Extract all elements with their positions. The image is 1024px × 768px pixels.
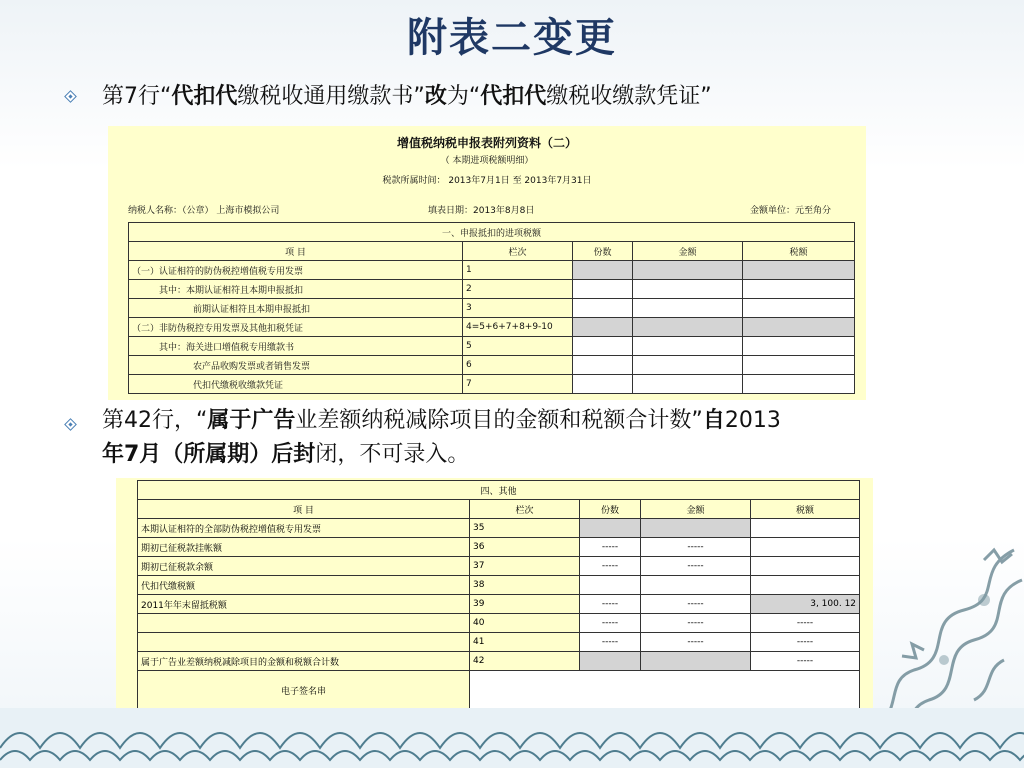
tax-cell: ----- [751,633,860,652]
row-label: 前期认证相符且本期申报抵扣 [129,299,463,318]
amount-cell [641,519,751,538]
bullet-2-line-2 [102,438,469,472]
row-label: 代扣代缴税额 [138,576,470,595]
table-row [138,595,860,614]
tax-cell [743,337,855,356]
amount-cell [633,318,743,337]
row-label [138,614,470,633]
count-cell [580,519,641,538]
count-cell: ----- [580,538,641,557]
row-column-number: 6 [463,356,573,375]
table-row [138,633,860,652]
row-label: 属于广告业差额纳税减除项目的金额和税额合计数 [138,652,470,671]
row-label: （一）认证相符的防伪税控增值税专用发票 [129,261,463,280]
bullet-diamond-icon [64,418,77,431]
tax-cell [751,557,860,576]
column-header: 项 目 [138,500,470,519]
amount-cell: ----- [641,538,751,557]
count-cell [573,375,633,394]
count-cell: ----- [580,614,641,633]
amount-cell: ----- [641,595,751,614]
amount-cell [633,299,743,318]
text-run: 缴税收通用缴款书” [237,84,425,109]
tax-cell [743,261,855,280]
table-row [129,375,855,394]
text-run: 缴税收缴款凭证” [546,84,712,109]
row-column-number: 38 [470,576,580,595]
row-column-number: 42 [470,652,580,671]
amount-cell [641,576,751,595]
amount-cell [633,375,743,394]
count-cell [573,337,633,356]
column-header: 栏次 [470,500,580,519]
signature-value-cell [470,671,860,710]
tax-cell [751,519,860,538]
text-run: 2013 [724,408,781,433]
column-header: 项 目 [129,242,463,261]
table-row [138,538,860,557]
row-column-number: 7 [463,375,573,394]
text-run: 闭，不可录入。 [315,442,470,467]
count-cell [580,652,641,671]
count-cell [580,576,641,595]
tax-cell [751,576,860,595]
column-header: 栏次 [463,242,573,261]
amount-cell: ----- [641,633,751,652]
table-row [129,261,855,280]
row-column-number: 35 [470,519,580,538]
row-label: 2011年年末留抵税额 [138,595,470,614]
text-run: 第7行“ [102,84,172,109]
tax-cell [751,538,860,557]
count-cell [573,318,633,337]
column-header: 金额 [641,500,751,519]
row-label [138,633,470,652]
table-row [129,280,855,299]
table-row [138,519,860,538]
bold-text-run: 年7月（所属期）后封 [102,442,316,467]
count-cell [573,299,633,318]
text-run: 第42行，“ [102,408,208,433]
bullet-diamond-icon [64,90,77,103]
row-column-number: 39 [470,595,580,614]
amount-cell [633,356,743,375]
row-label: 其中：海关进口增值税专用缴款书 [129,337,463,356]
other-items-table [137,480,860,710]
table-row [138,614,860,633]
form-title: 增值税纳税申报表附列资料（二） [396,136,577,150]
row-label: 代扣代缴税收缴款凭证 [129,375,463,394]
tax-cell [743,375,855,394]
row-label: 其中：本期认证相符且本期申报抵扣 [129,280,463,299]
column-header: 税额 [743,242,855,261]
form-image-other-section [116,478,873,726]
tax-cell [743,318,855,337]
amount-cell: ----- [641,614,751,633]
tax-cell [743,356,855,375]
form-fill-date: 填表日期：2013年8月8日 [428,206,535,216]
table-section-header: 一、申报抵扣的进项税额 [129,223,855,242]
wave-border-decoration-icon [0,708,1024,768]
table-row [129,318,855,337]
bold-text-run: 属于广告 [207,408,296,433]
table-row [138,557,860,576]
row-column-number: 1 [463,261,573,280]
tax-cell: 3, 100. 12 [751,595,860,614]
count-cell [573,356,633,375]
count-cell: ----- [580,557,641,576]
row-column-number: 37 [470,557,580,576]
column-header: 份数 [573,242,633,261]
row-label: 期初已征税款余额 [138,557,470,576]
count-cell [573,261,633,280]
form-image-attachment-2 [108,126,866,400]
count-cell: ----- [580,633,641,652]
table-row [138,576,860,595]
bold-text-run: 代扣代 [480,84,547,109]
row-column-number: 41 [470,633,580,652]
text-run: 为“ [446,84,481,109]
row-column-number: 3 [463,299,573,318]
bold-text-run: 自 [702,408,725,433]
row-column-number: 4=5+6+7+8+9-10 [463,318,573,337]
tax-cell [743,299,855,318]
column-header: 金额 [633,242,743,261]
amount-cell: ----- [641,557,751,576]
tax-cell: ----- [751,652,860,671]
bullet-1-text [102,80,712,114]
column-header: 税额 [751,500,860,519]
column-header: 份数 [580,500,641,519]
form-tax-period: 税款所属时间： 2013年7月1日 至 2013年7月31日 [382,176,592,186]
bold-text-run: 改 [424,84,447,109]
table-row [129,356,855,375]
form-subtitle: （ 本期进项税额明细） [440,156,534,166]
table-row [129,299,855,318]
amount-cell [633,337,743,356]
row-label: （二）非防伪税控专用发票及其他扣税凭证 [129,318,463,337]
table-section-header: 四、其他 [138,481,860,500]
amount-cell [633,261,743,280]
input-tax-table [128,222,855,394]
table-row [138,652,860,671]
row-column-number: 40 [470,614,580,633]
signature-label: 电子签名串 [138,671,470,710]
row-label: 本期认证相符的全部防伪税控增值税专用发票 [138,519,470,538]
slide-title: 附表二变更 [407,15,617,61]
row-label: 农产品收购发票或者销售发票 [129,356,463,375]
row-column-number: 36 [470,538,580,557]
form-amount-unit: 金额单位：元至角分 [750,206,832,216]
amount-cell [641,652,751,671]
text-run: 业差额纳税减除项目的金额和税额合计数” [295,408,703,433]
table-row [129,337,855,356]
count-cell [573,280,633,299]
tax-cell: ----- [751,614,860,633]
bullet-2-line-1 [102,404,781,438]
form-taxpayer-name: 纳税人名称：（公章） 上海市模拟公司 [128,206,280,216]
count-cell: ----- [580,595,641,614]
row-label: 期初已征税款挂帐额 [138,538,470,557]
row-column-number: 2 [463,280,573,299]
row-column-number: 5 [463,337,573,356]
amount-cell [633,280,743,299]
bold-text-run: 代扣代 [171,84,238,109]
signature-row [138,671,860,710]
tax-cell [743,280,855,299]
